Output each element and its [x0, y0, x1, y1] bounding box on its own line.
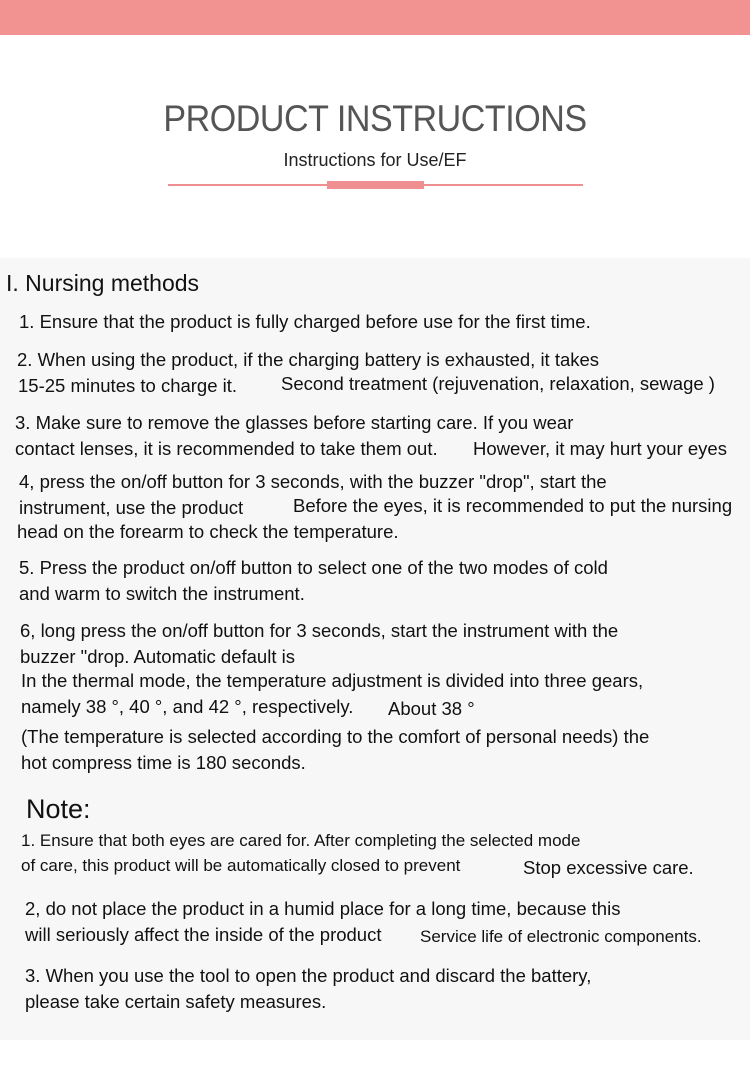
note-line: 3. When you use the tool to open the product and discard the battery,: [25, 965, 592, 986]
section-heading-nursing-methods: I. Nursing methods: [6, 270, 200, 296]
note-line: 2, do not place the product in a humid place for a long time, because this: [25, 898, 621, 919]
instruction-line: 2. When using the product, if the charging battery is exhausted, it takes: [17, 349, 600, 370]
note-line: will seriously affect the inside of the product: [25, 924, 382, 945]
instruction-line: 15-25 minutes to charge it.: [18, 375, 238, 396]
instruction-line: About 38 °: [388, 698, 475, 719]
instruction-line: 4, press the on/off button for 3 seconds, with the buzzer "drop", start the: [19, 471, 607, 492]
instruction-line: namely 38 °, 40 °, and 42 °, respectively.: [21, 696, 354, 717]
instruction-line: However, it may hurt your eyes: [473, 438, 727, 459]
instruction-line: Second treatment (rejuvenation, relaxation, sewage ): [281, 373, 715, 394]
title-divider-accent: [327, 181, 424, 189]
note-line: please take certain safety measures.: [25, 991, 327, 1012]
instruction-line: contact lenses, it is recommended to take them out.: [15, 438, 438, 459]
note-line: Stop excessive care.: [523, 857, 694, 878]
instruction-line: hot compress time is 180 seconds.: [21, 752, 306, 773]
note-line: Service life of electronic components.: [420, 927, 702, 946]
page-subtitle: Instructions for Use/EF: [283, 150, 467, 170]
page-title: PRODUCT INSTRUCTIONS: [163, 98, 587, 139]
instruction-line: and warm to switch the instrument.: [19, 583, 305, 604]
instruction-line: 6, long press the on/off button for 3 seconds, start the instrument with the: [20, 620, 619, 641]
instruction-line: instrument, use the product: [19, 497, 244, 518]
instruction-line: 5. Press the product on/off button to select one of the two modes of cold: [19, 557, 608, 578]
instruction-line: 3. Make sure to remove the glasses before starting care. If you wear: [15, 412, 574, 433]
instruction-line: (The temperature is selected according to the comfort of personal needs) the: [21, 726, 650, 747]
note-line: 1. Ensure that both eyes are cared for. After completing the selected mode: [21, 831, 581, 850]
note-line: of care, this product will be automatically closed to prevent: [21, 856, 461, 875]
instruction-line: buzzer "drop. Automatic default is: [20, 646, 295, 667]
instruction-line: head on the forearm to check the temperature.: [17, 521, 399, 542]
note-heading: Note:: [26, 794, 91, 824]
instruction-line: Before the eyes, it is recommended to put the nursing: [293, 495, 733, 516]
instruction-line: 1. Ensure that the product is fully charged before use for the first time.: [19, 311, 591, 332]
top-accent-bar: [0, 0, 750, 35]
instruction-line: In the thermal mode, the temperature adjustment is divided into three gears,: [21, 670, 644, 691]
